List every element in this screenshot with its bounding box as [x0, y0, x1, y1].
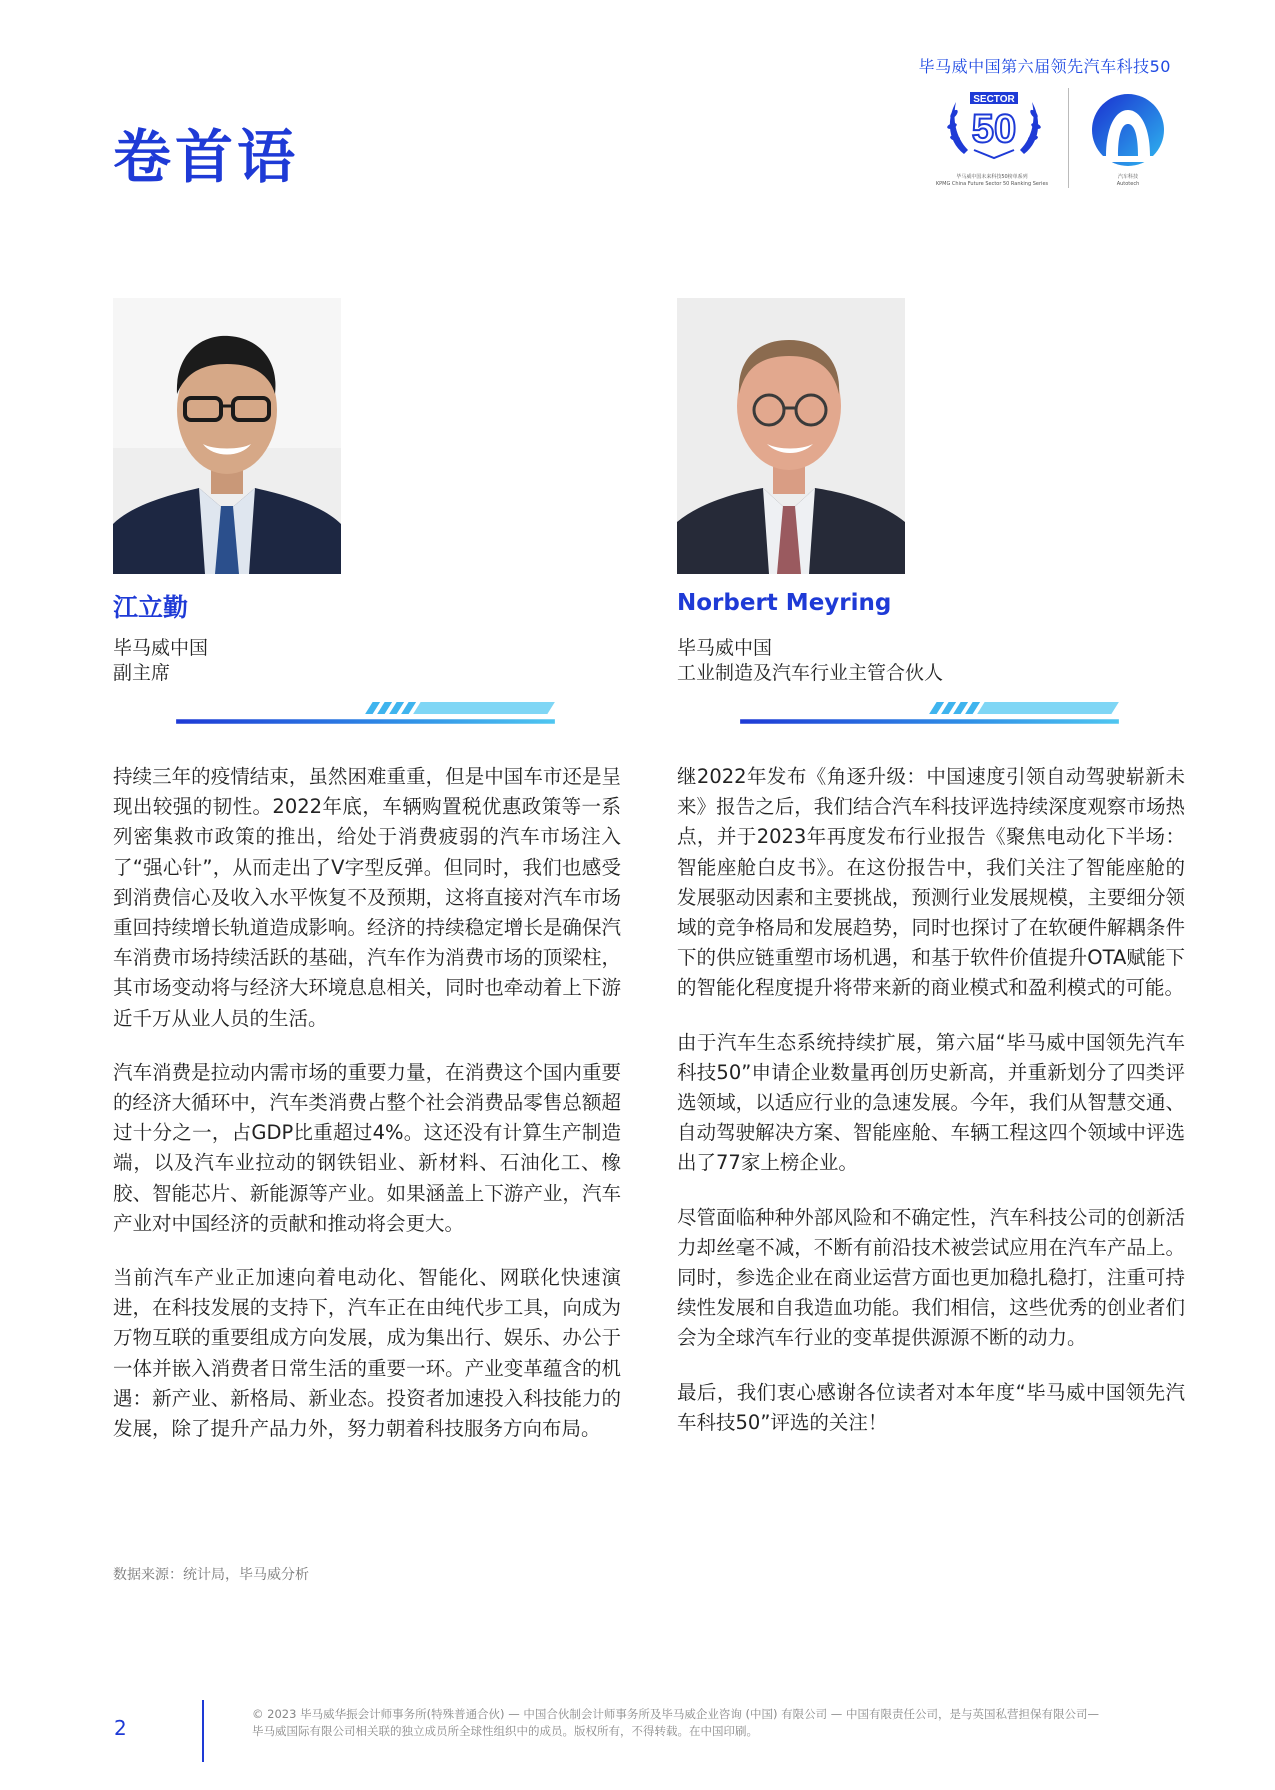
person-role: 副主席 [113, 662, 171, 684]
right-column [677, 762, 1185, 1462]
portrait-norbert-meyring [677, 298, 905, 574]
sector50-logo [934, 84, 1054, 172]
person-role: 工业制造及汽车行业主管合伙人 [677, 662, 944, 684]
autotech-caption-cn: 汽车科技 [1117, 174, 1138, 180]
copyright-line: © 2023 毕马威华振会计师事务所(特殊普通合伙) — 中国合伙制会计师事务所及毕马威企业咨询 (中国) 有限公司 — 中国有限责任公司，是与英国私营担保有限公司— [252, 1707, 1099, 1721]
paragraph: 最后，我们衷心感谢各位读者对本年度“毕马威中国领先汽车科技50”评选的关注！ [677, 1380, 1185, 1434]
divider-stripe [113, 702, 618, 726]
source-note: 数据来源：统计局，毕马威分析 [113, 1567, 309, 1583]
paragraph: 由于汽车生态系统持续扩展，第六届“毕马威中国领先汽车科技50”申请企业数量再创历史新高，并重新划分了四类评选领域，以适应行业的急速发展。今年，我们从智慧交通、自动驾驶解决方案、智能座舱、车辆工程这四个领域中评选出了77家上榜企业。 [677, 1030, 1185, 1175]
logo-divider [1068, 88, 1069, 188]
footer-copyright [252, 1706, 1182, 1740]
logo-caption-en: KPMG China Future Sector 50 Ranking Series [935, 181, 1049, 187]
person-org: 毕马威中国 [113, 637, 209, 659]
paragraph: 尽管面临种种外部风险和不确定性，汽车科技公司的创新活力却丝毫不减，不断有前沿技术被尝试应用在汽车产品上。同时，参选企业在商业运营方面也更加稳扎稳打，注重可持续性发展和自我造血功能。我们相信，这些优秀的创业者们会为全球汽车行业的变革提供源源不断的动力。 [677, 1205, 1185, 1350]
paragraph: 继2022年发布《角逐升级：中国速度引领自动驾驶崭新未来》报告之后，我们结合汽车科技评选持续深度观察市场热点，并于2023年再度发布行业报告《聚焦电动化下半场：智能座舱白皮书》。在这份报告中，我们关注了智能座舱的发展驱动因素和主要挑战，预测行业发展规模，主要细分领域的竞争格局和发展趋势，同时也探讨了在软硬件解耦条件下的供应链重塑市场机遇，和基于软件价值提升OTA赋能下的智能化程度提升将带来新的商业模式和盈利模式的可能。 [677, 765, 1185, 1000]
portrait-jiang-liqin [113, 298, 341, 574]
paragraph: 持续三年的疫情结束，虽然困难重重，但是中国车市还是呈现出较强的韧性。2022年底，车辆购置税优惠政策等一系列密集救市政策的推出，给处于消费疲弱的汽车市场注入了“强心针”，从而走出了V字型反弹。但同时，我们也感受到消费信心及收入水平恢复不及预期，这将直接对汽车市场重回持续增长轨道造成影响。经济的持续稳定增长是确保汽车消费市场持续活跃的基础，汽车作为消费市场的顶梁柱，其市场变动将与经济大环境息息相关，同时也牵动着上下游近千万从业人员的生活。 [113, 765, 621, 1030]
logo-caption-cn: 毕马威中国未来科技50榜单系列 [956, 174, 1028, 180]
autotech-caption-en: Autotech [1116, 181, 1140, 187]
page-title: 卷首语 [113, 123, 300, 191]
series-title: 毕马威中国第六届领先汽车科技50 [918, 57, 1171, 76]
left-column [113, 762, 621, 1468]
person-org: 毕马威中国 [677, 637, 773, 659]
paragraph: 当前汽车产业正加速向着电动化、智能化、网联化快速演进，在科技发展的支持下，汽车正在由纯代步工具，向成为万物互联的重要组成方向发展，成为集出行、娱乐、办公于一体并嵌入消费者日常生活的重要一环。产业变革蕴含的机遇：新产业、新格局、新业态。投资者加速投入科技能力的发展，除了提升产品力外，努力朝着科技服务方向布局。 [113, 1266, 621, 1441]
copyright-line: 毕马威国际有限公司相关联的独立成员所全球性组织中的成员。版权所有，不得转载。在中国印刷。 [252, 1724, 758, 1738]
person-name: 江立勤 [113, 593, 189, 622]
sector-text: SECTOR [973, 94, 1015, 105]
divider-stripe [677, 702, 1182, 726]
logo-group [920, 84, 1180, 194]
page-number: 2 [114, 1716, 127, 1740]
footer-divider [202, 1700, 204, 1762]
autotech-logo [1086, 90, 1170, 174]
fifty-text: 50 [971, 107, 1017, 151]
person-name: Norbert Meyring [677, 590, 892, 616]
paragraph: 汽车消费是拉动内需市场的重要力量，在消费这个国内重要的经济大循环中，汽车类消费占整个社会消费品零售总额超过十分之一，占GDP比重超过4%。这还没有计算生产制造端，以及汽车业拉动的钢铁铝业、新材料、石油化工、橡胶、智能芯片、新能源等产业。如果涵盖上下游产业，汽车产业对中国经济的贡献和推动将会更大。 [113, 1060, 621, 1235]
